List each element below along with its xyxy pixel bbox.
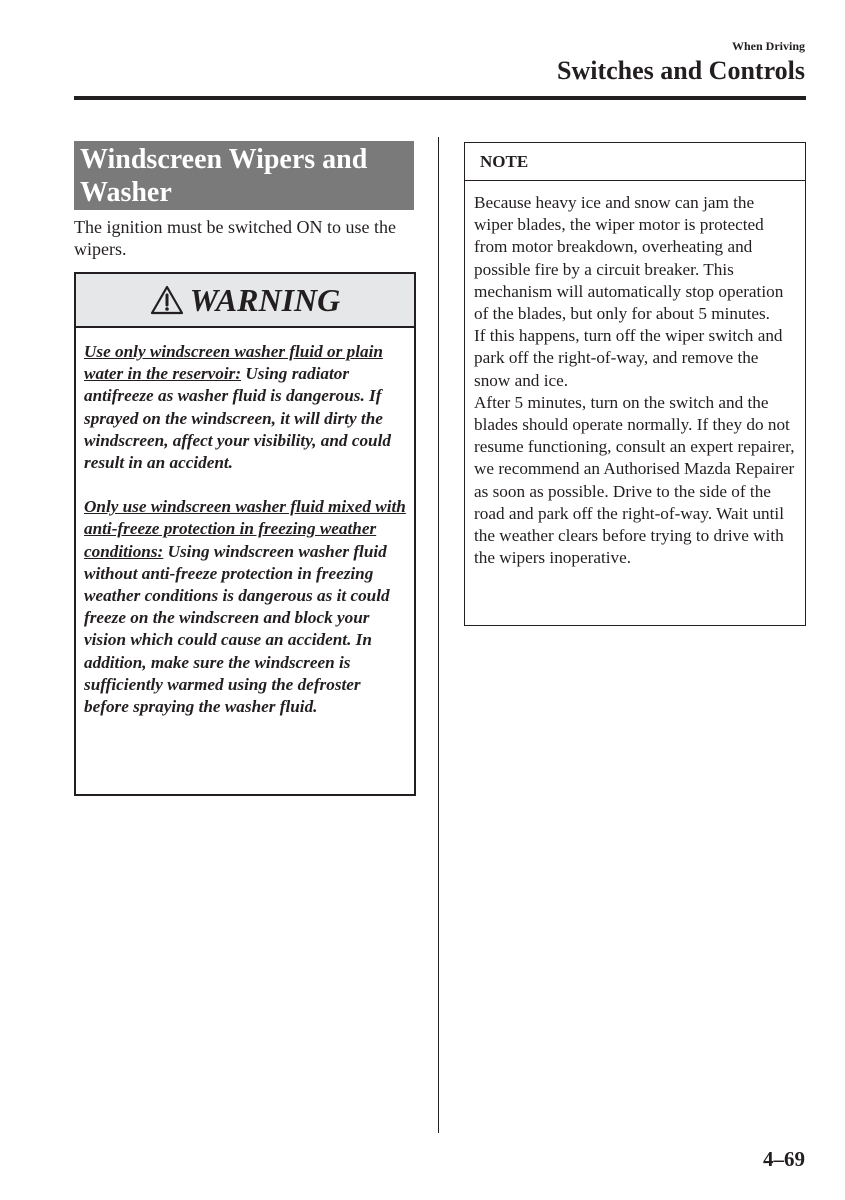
warning-lead: Only use windscreen washer fluid mixed with anti-freeze protection in freezing weather conditions: xyxy=(84,497,406,561)
warning-text: Using windscreen washer fluid without anti-freeze protection in freezing weather conditions is dangerous as it could freeze on the windscreen and block your vision which could cause an accident. In addition, make sure the windscreen is sufficiently warmed using the defroster before spraying the washer fluid. xyxy=(84,541,390,717)
intro-text: The ignition must be switched ON to use the wipers. xyxy=(74,217,396,259)
note-header: NOTE xyxy=(465,143,805,181)
section-label: When Driving xyxy=(731,39,805,53)
warning-label: WARNING xyxy=(189,282,341,318)
note-box xyxy=(464,142,806,626)
note-body xyxy=(465,181,805,569)
section-heading: Windscreen Wipers and Washer xyxy=(74,141,414,210)
warning-triangle-icon xyxy=(150,285,184,315)
page-title: Switches and Controls xyxy=(556,56,805,85)
warning-header xyxy=(76,274,414,328)
warning-block xyxy=(84,496,406,718)
note-paragraph: Because heavy ice and snow can jam the wiper blades, the wiper motor is protected from motor breakdown, overheating and possible fire by a circuit breaker. This mechanism will automatically stop operation of the blades, but only for about 5 minutes. xyxy=(474,193,784,324)
note-paragraph: After 5 minutes, turn on the switch and the blades should operate normally. If they do not resume functioning, consult an expert repairer, we recommend an Authorised Mazda Repairer as soon as possible. Drive to the side of the road and park off the right-of-way. Wait until the weather clears before trying to drive with the wipers inoperative. xyxy=(474,392,795,568)
warning-lead: Use only windscreen washer fluid or plain water in the reservoir: xyxy=(84,342,383,384)
column-divider xyxy=(438,137,439,1133)
page-number: 4–69 xyxy=(763,1147,805,1171)
warning-text: Using radiator antifreeze as washer fluid is dangerous. If sprayed on the windscreen, it will dirty the windscreen, affect your visibility, and could result in an accident. xyxy=(84,364,391,473)
warning-block xyxy=(84,341,406,474)
warning-box xyxy=(74,272,416,796)
warning-body xyxy=(76,328,414,718)
note-paragraph: If this happens, turn off the wiper switch and park off the right-of-way, and remove the snow and ice. xyxy=(474,326,783,390)
header-rule xyxy=(74,96,806,100)
